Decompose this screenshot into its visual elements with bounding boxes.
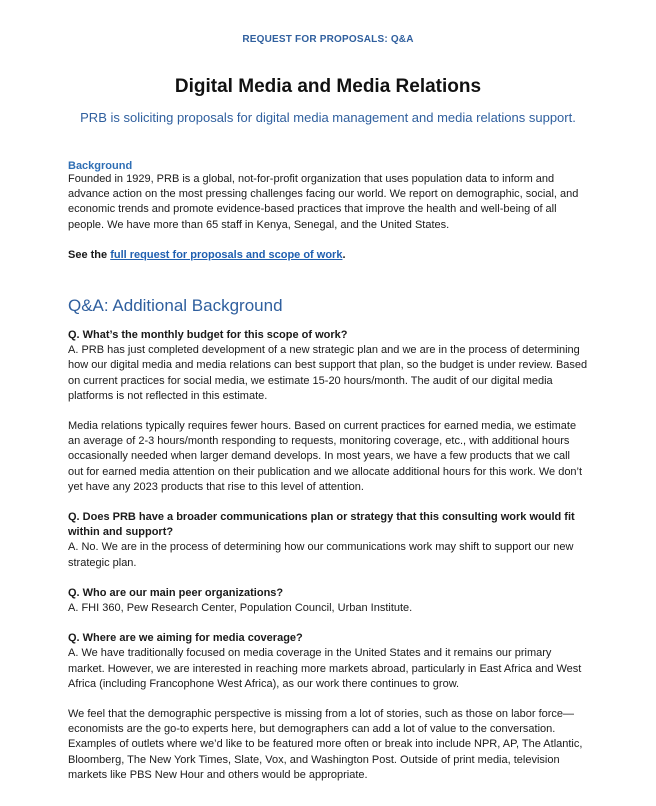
answer: We feel that the demographic perspective is missing from a lot of stories, such as those on labor force—economists are the go-to experts here, but demographers can add a lot of value to the conversation. Examples of outlets where we’d like to be featured more often or break into include NPR, AP, The Atlantic, Bloomberg, The New York Times, Slate, Vox, and Washington Post. Outside of print media, television markets like PBS New Hour and others would be appropriate.	[68, 708, 583, 781]
qa-heading: Q&A: Additional Background	[68, 296, 283, 315]
question: Q. Does PRB have a broader communications plan or strategy that this consulting work would fit within and support?	[68, 511, 575, 539]
answer: A. We have traditionally focused on media coverage in the United States and it remains our primary market. However, we are interested in reaching more markets abroad, particularly in East Africa and West Africa (including Francophone West Africa), as our work there continues to grow.	[68, 647, 582, 690]
question: Q. What’s the monthly budget for this scope of work?	[68, 329, 348, 341]
document-eyebrow: REQUEST FOR PROPOSALS: Q&A	[242, 34, 414, 45]
answer: Media relations typically requires fewer hours. Based on current practices for earned media, we estimate an average of 2-3 hours/month responding to requests, monitoring coverage, etc., with additional hours occasionally needed when larger demand develops. In most years, we have a few products that we call out for earned media attention on their publication and we allocate additional hours for this work. We don’t yet have any 2023 products that rise to this level of attention.	[68, 420, 583, 493]
full-request-link[interactable]: full request for proposals and scope of work	[110, 248, 343, 261]
qa-item-communications-plan	[68, 510, 588, 571]
qa-item-peer-organizations	[68, 586, 588, 616]
see-suffix: .	[342, 248, 346, 261]
qa-item-media-coverage	[68, 631, 588, 783]
answer: A. FHI 360, Pew Research Center, Population Council, Urban Institute.	[68, 602, 413, 615]
question: Q. Who are our main peer organizations?	[68, 586, 284, 599]
document-subtitle: PRB is soliciting proposals for digital media management and media relations support.	[80, 110, 576, 125]
background-label: Background	[68, 160, 133, 172]
answer: A. PRB has just completed development of a new strategic plan and we are in the process of determining how our digital media and media relations can best support that plan, so the budget is under review. Based on current practices for social media, we estimate 15-20 hours/month. The audit of our digital media platforms is not reflected in this estimate.	[68, 344, 588, 402]
qa-section	[68, 296, 588, 783]
answer: A. No. We are in the process of determining how our communications work may shift to support our new strategic plan.	[68, 541, 574, 569]
document-title: Digital Media and Media Relations	[174, 76, 482, 97]
see-full-request	[68, 248, 588, 263]
question: Q. Where are we aiming for media coverage?	[68, 632, 303, 645]
qa-item-budget	[68, 328, 588, 495]
background-body: Founded in 1929, PRB is a global, not-for-profit organization that uses population data to inform and advance action on the most pressing challenges facing our world. We report on demographic, social, and economic trends and promote evidence-based practices that improve the health and well-being of all people. We have more than 65 staff in Kenya, Senegal, and the United States.	[68, 173, 579, 231]
background-section	[68, 160, 588, 263]
see-prefix: See the	[68, 248, 111, 261]
